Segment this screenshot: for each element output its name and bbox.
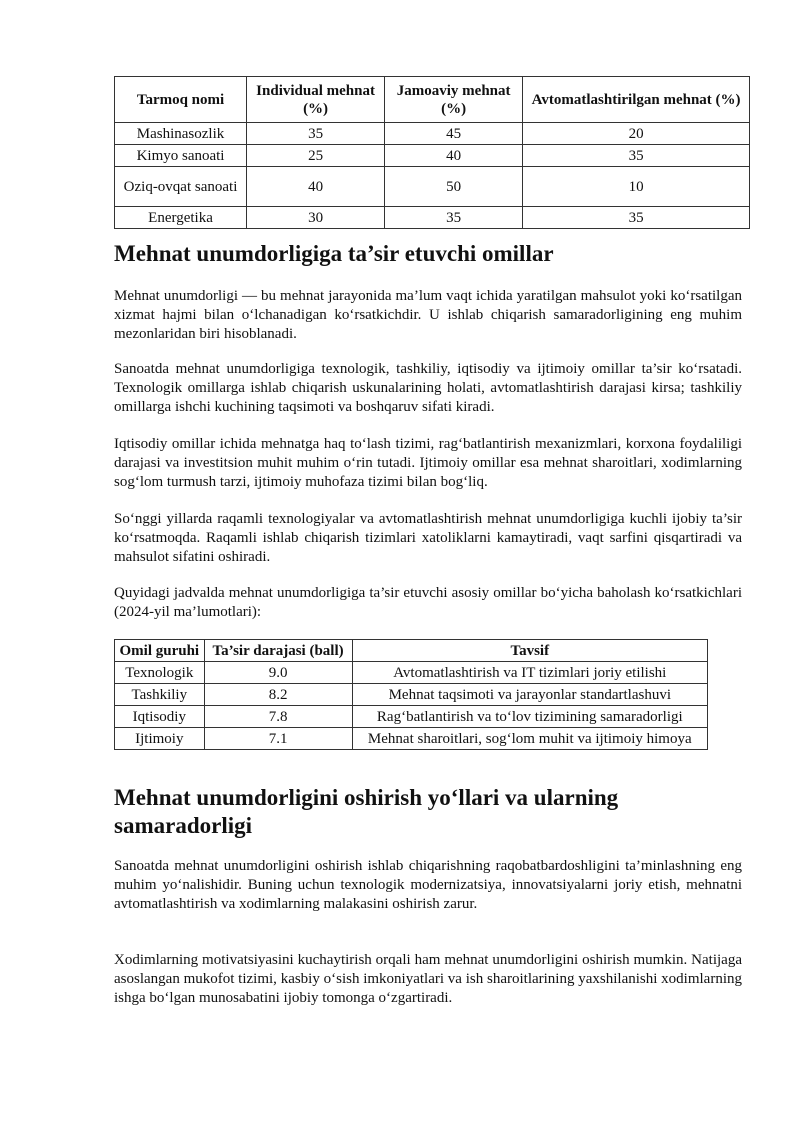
table-row — [115, 145, 750, 167]
table-cell: Texnologik — [115, 662, 205, 684]
table-cell: 35 — [523, 145, 750, 167]
table-row — [115, 123, 750, 145]
table-cell: Oziq-ovqat sanoati — [115, 167, 247, 207]
factor-assessment-table — [114, 639, 708, 750]
table-cell: 20 — [523, 123, 750, 145]
table-cell: 35 — [523, 207, 750, 229]
table-row — [115, 167, 750, 207]
table-cell: Ijtimoiy — [115, 728, 205, 750]
header-cell: Tarmoq nomi — [115, 77, 247, 123]
table-cell: 7.8 — [204, 706, 352, 728]
table-cell: Iqtisodiy — [115, 706, 205, 728]
header-cell: Individual mehnat (%) — [247, 77, 385, 123]
paragraph: Iqtisodiy omillar ichida mehnatga haq to‘lash tizimi, rag‘batlantirish mexanizmlari, korxona foydaliligi darajasi va investitsion muhit muhim o‘rin tutadi. Ijtimoiy omillar esa mehnat sharoitlari, xodimlarning sog‘lom turmush tarzi, ijtimoiy muhofaza tizimi bilan bog‘liq. — [114, 436, 742, 490]
table-cell: Kimyo sanoati — [115, 145, 247, 167]
table-cell: Mehnat sharoitlari, sog‘lom muhit va ijtimoiy himoya — [352, 728, 707, 750]
table-cell: 45 — [385, 123, 523, 145]
table-row — [115, 684, 708, 706]
table-cell: 35 — [247, 123, 385, 145]
section-heading: Mehnat unumdorligiga ta’sir etuvchi omillar — [114, 241, 554, 266]
header-cell: Omil guruhi — [115, 640, 205, 662]
header-cell: Tavsif — [352, 640, 707, 662]
table-row — [115, 706, 708, 728]
table-cell: 8.2 — [204, 684, 352, 706]
table-row — [115, 728, 708, 750]
table-cell: Mehnat taqsimoti va jarayonlar standartlashuvi — [352, 684, 707, 706]
paragraph: Xodimlarning motivatsiyasini kuchaytirish orqali ham mehnat unumdorligini oshirish mumkin. Natijaga asoslangan mukofot tizimi, kasbiy o‘sish imkoniyatlari va ish sharoitlarining yaxshilanishi xodimlarning ishga bo‘lgan munosabatini ijobiy tomonga o‘zgartiradi. — [114, 952, 742, 1006]
table-cell: 35 — [385, 207, 523, 229]
paragraph: Sanoatda mehnat unumdorligini oshirish ishlab chiqarishning raqobatbardoshligini ta’minlashning eng muhim yo‘nalishidir. Buning uchun texnologik modernizatsiya, innovatsiyalarni joriy etish, mehnatni avtomatlashtirish va xodimlarning malakasini oshirish zarur. — [114, 858, 742, 912]
paragraph: Mehnat unumdorligi — bu mehnat jarayonida ma’lum vaqt ichida yaratilgan mahsulot yoki ko‘rsatilgan xizmat hajmi bilan o‘lchanadigan ko‘rsatkichdir. U ishlab chiqarish samaradorligining eng muhim mezonlaridan biri hisoblanadi. — [114, 288, 742, 342]
table-cell: 50 — [385, 167, 523, 207]
paragraph: So‘nggi yillarda raqamli texnologiyalar va avtomatlashtirish mehnat unumdorligiga kuchli ijobiy ta’sir ko‘rsatmoqda. Raqamli ishlab chiqarish tizimlari xatoliklarni kamaytiradi, vaqt sarfini qisqartiradi va mahsulot sifatini oshiradi. — [114, 511, 742, 565]
table-cell: Mashinasozlik — [115, 123, 247, 145]
header-cell: Jamoaviy mehnat (%) — [385, 77, 523, 123]
table-cell: Tashkiliy — [115, 684, 205, 706]
paragraph: Sanoatda mehnat unumdorligiga texnologik, tashkiliy, iqtisodiy va ijtimoiy omillar ta’sir ko‘rsatadi. Texnologik omillarga ishlab chiqarish uskunalarining holati, avtomatlashtirish darajasi kirsa; tashkiliy omillarga ishchi kuchining taqsimoti va boshqaruv sifati kiradi. — [114, 361, 742, 415]
table-cell: 25 — [247, 145, 385, 167]
table-cell: 40 — [385, 145, 523, 167]
table-row — [115, 207, 750, 229]
table-cell: Avtomatlashtirish va IT tizimlari joriy etilishi — [352, 662, 707, 684]
table-cell: 10 — [523, 167, 750, 207]
table-header-row — [115, 77, 750, 123]
table-header-row — [115, 640, 708, 662]
table-cell: Energetika — [115, 207, 247, 229]
table-cell: 40 — [247, 167, 385, 207]
paragraph: Quyidagi jadvalda mehnat unumdorligiga ta’sir etuvchi asosiy omillar bo‘yicha baholash ko‘rsatkichlari (2024-yil ma’lumotlari): — [114, 585, 742, 620]
section-heading: Mehnat unumdorligini oshirish yo‘llari va ularning samaradorligi — [114, 785, 619, 838]
table-row — [115, 662, 708, 684]
industry-labor-table — [114, 76, 750, 229]
header-cell: Avtomatlashtirilgan mehnat (%) — [523, 77, 750, 123]
table-cell: 30 — [247, 207, 385, 229]
table-cell: 7.1 — [204, 728, 352, 750]
header-cell: Ta’sir darajasi (ball) — [204, 640, 352, 662]
table-cell: 9.0 — [204, 662, 352, 684]
table-cell: Rag‘batlantirish va to‘lov tizimining samaradorligi — [352, 706, 707, 728]
